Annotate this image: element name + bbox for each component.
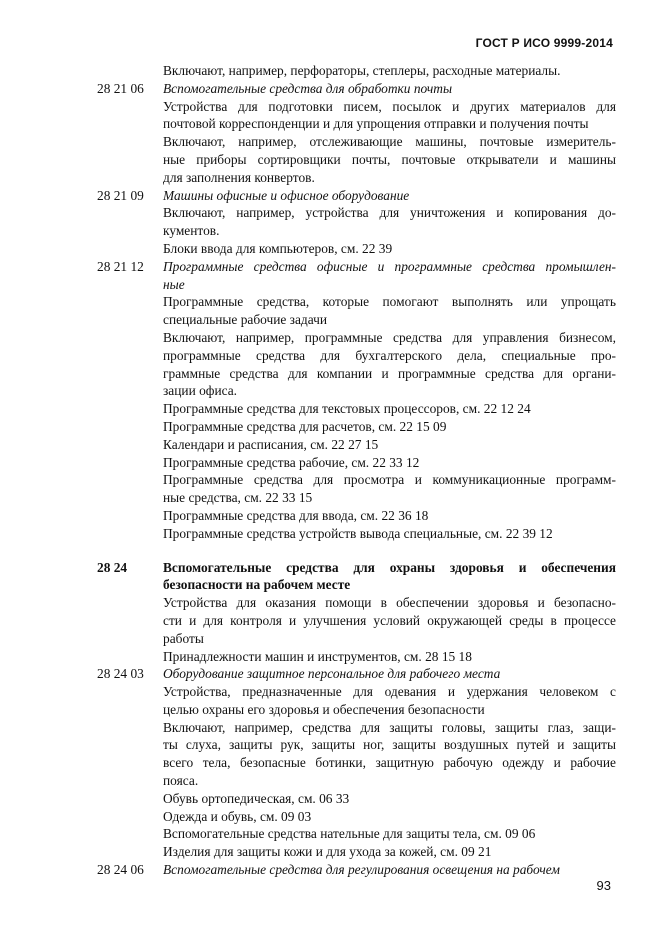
text-line: Программные средства для просмотра и коммуникационные программ- [163,472,616,488]
text-line: специальные рабочие задачи [163,312,328,328]
text-line: Программные средства для текстовых процессоров, см. 22 12 24 [163,401,531,417]
entry-body [163,258,616,543]
text-line: Программные средства для расчетов, см. 22 15 09 [163,418,447,434]
text-line: всего тела, безопасные ботинки, защитную рабочую одежду и рабочие [163,755,616,771]
text-line: целью охраны его здоровья и обеспечения безопасности [163,701,485,717]
text-line: Устройства для оказания помощи в обеспечении здоровья и безопасно- [163,595,616,611]
text-line: Принадлежности машин и инструментов, см. 28 15 18 [163,648,472,664]
text-line: программные средства для бухгалтерского дела, специальные про- [163,347,616,363]
text-line: Календари и расписания, см. 22 27 15 [163,436,379,452]
entry-body [163,861,616,879]
entry-paragraph [163,683,616,719]
text-line: Вспомогательные средства для обработки почты [163,80,453,96]
text-line: Включают, например, средства для защиты головы, защиты глаз, защи- [163,719,616,735]
classification-code: 28 24 [97,559,128,575]
text-line: Устройства, предназначенные для одевания и удержания человеком с [163,684,616,700]
text-line: Машины офисные и офисное оборудование [163,187,410,203]
entry-title [163,665,616,683]
entry-title [163,187,616,205]
entry-paragraph [163,719,616,790]
text-line: ные [163,276,185,292]
text-line: Включают, например, устройства для уничтожения и копирования до- [163,205,616,221]
text-line: безопасности на рабочем месте [163,577,351,593]
text-line: Программные средства, которые помогают выполнять или упрощать [163,294,616,310]
text-line: Блоки ввода для компьютеров, см. 22 39 [163,240,393,256]
classification-entry [0,665,661,861]
entry-paragraph [163,400,616,418]
text-line: для заполнения конвертов. [163,169,315,185]
entry-paragraph [163,825,616,843]
text-line: Оборудование защитное персональное для рабочего места [163,666,501,682]
classification-code: 28 24 03 [97,666,144,682]
entry-paragraph [163,808,616,826]
text-line: Включают, например, программные средства для управления бизнесом, [163,329,616,345]
text-line: кументов. [163,223,220,239]
entry-body [163,187,616,258]
section-title [163,559,616,595]
entry-body [163,559,616,666]
entry-paragraph [163,525,616,543]
entry-paragraph [163,329,616,400]
entry-paragraph [163,98,616,134]
entry-paragraph [163,507,616,525]
text-line: Программные средства для ввода, см. 22 36 18 [163,507,429,523]
text-line: Обувь ортопедическая, см. 06 33 [163,790,350,806]
entry-paragraph [163,648,616,666]
entry-title [163,258,616,294]
text-line: зации офиса. [163,383,238,399]
text-line: ные средства, см. 22 33 15 [163,490,313,506]
entry-paragraph [163,471,616,507]
classification-entry [0,80,661,187]
entry-paragraph [163,62,616,80]
text-line: пояса. [163,773,199,789]
classification-entry [0,861,661,879]
classification-code: 28 24 06 [97,862,144,878]
text-line: работы [163,630,204,646]
classification-entry [0,258,661,543]
entry-paragraph [163,454,616,472]
text-line: граммные средства для компании и программные средства для органи- [163,365,616,381]
text-line: Вспомогательные средства нательные для защиты тела, см. 09 06 [163,826,536,842]
entry-paragraph [163,204,616,240]
entry-body [163,80,616,187]
section-gap [0,543,661,559]
classification-code: 28 21 06 [97,80,144,96]
text-line: Устройства для подготовки писем, посылок и других материалов для [163,98,616,114]
entry-paragraph [163,418,616,436]
text-line: Программные средства рабочие, см. 22 33 12 [163,454,420,470]
classification-entry [0,62,661,80]
entry-paragraph [163,790,616,808]
text-line: Включают, например, отслеживающие машины, почтовые измеритель- [163,134,616,150]
entry-title [163,861,616,879]
text-line: Программные средства устройств вывода специальные, см. 22 39 12 [163,525,553,541]
entry-paragraph [163,436,616,454]
text-line: ты слуха, защиты рук, защиты ног, защиты воздушных путей и защиты [163,737,616,753]
entry-paragraph [163,594,616,647]
entry-body [163,62,616,80]
text-line: Включают, например, перфораторы, степлеры, расходные материалы. [163,63,561,78]
classification-code: 28 21 09 [97,187,144,203]
text-line: сти и для контроля и улучшения условий окружающей среды в процессе [163,612,616,628]
text-line: Вспомогательные средства для регулирования освещения на рабочем [163,862,560,878]
text-line: ные приборы сортировщики почты, почтовые открыватели и машины [163,151,616,167]
entry-title [163,80,616,98]
text-line: почтовой корреспонденции и для упрощения отправки и получения почты [163,116,589,132]
text-line: Программные средства офисные и программные средства промышлен- [163,258,616,274]
classification-code: 28 21 12 [97,258,144,274]
entry-paragraph [163,133,616,186]
classification-entry [0,187,661,258]
text-line: Изделия для защиты кожи и для ухода за кожей, см. 09 21 [163,844,492,860]
classification-entry [0,559,661,666]
page-number: 93 [596,878,611,893]
standard-header: ГОСТ Р ИСО 9999-2014 [475,36,613,50]
entry-paragraph [163,843,616,861]
entry-body [163,665,616,861]
entry-paragraph [163,293,616,329]
entry-paragraph [163,240,616,258]
text-line: Вспомогательные средства для охраны здоровья и обеспечения [163,559,616,575]
text-line: Одежда и обувь, см. 09 03 [163,808,312,824]
classification-list [0,62,661,879]
